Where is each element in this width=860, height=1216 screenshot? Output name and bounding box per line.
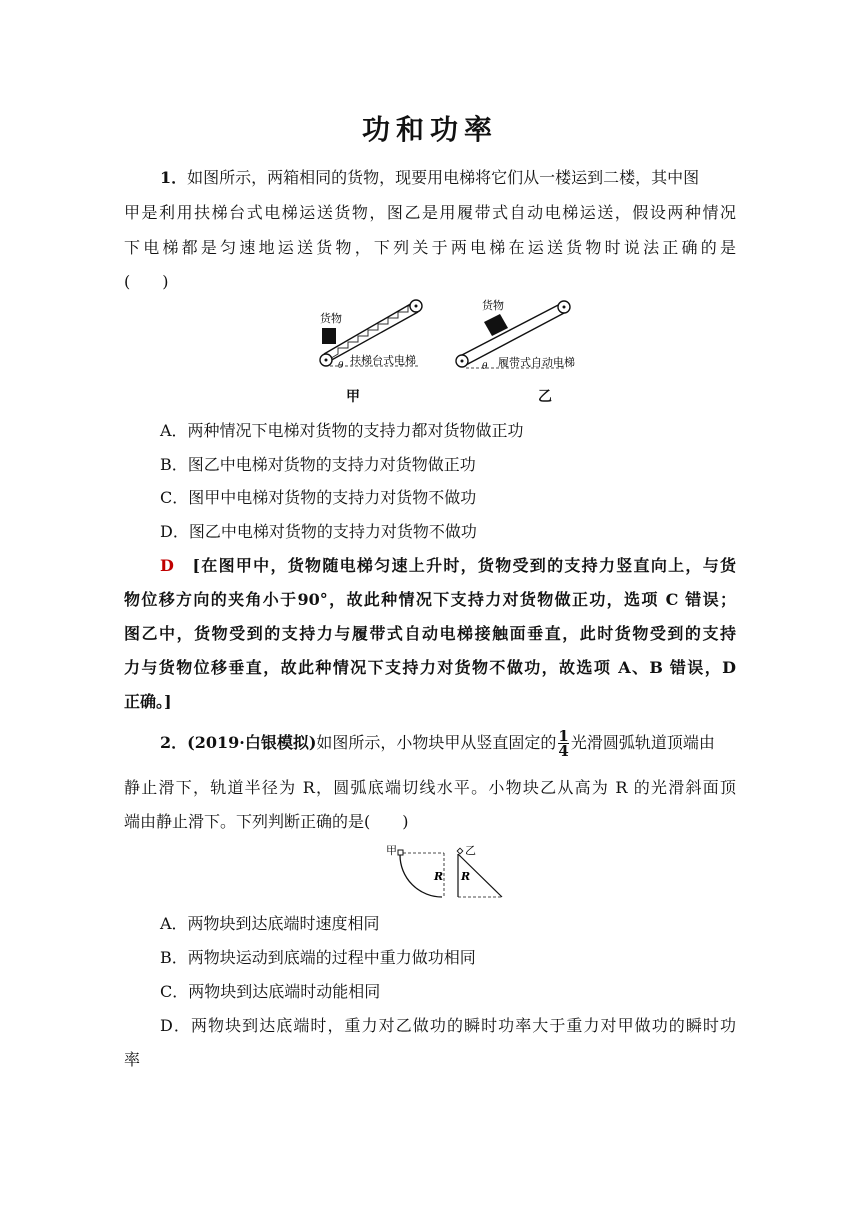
fig1-left-escalator-label: 扶梯台式电梯 <box>350 354 416 367</box>
q1-answer-line-1: D [在图甲中，货物随电梯匀速上升时，货物受到的支持力竖直向上，与货 <box>160 556 736 575</box>
q1-option-b: B．图乙中电梯对货物的支持力对货物做正功 <box>160 455 476 474</box>
fig1-left-cargo-label: 货物 <box>320 312 342 325</box>
q1-answer-line-4: 力与货物位移垂直，故此种情况下支持力对货物不做功，故选项 A、B 错误，D <box>124 658 736 677</box>
q2-option-c: C．两物块到达底端时动能相同 <box>160 982 381 1001</box>
q1-answer-line-3: 图乙中，货物受到的支持力与履带式自动电梯接触面垂直，此时货物受到的支持 <box>124 624 736 643</box>
q2-option-d-line-1: D．两物块到达底端时，重力对乙做功的瞬时功率大于重力对甲做功的瞬时功 <box>160 1016 736 1035</box>
q1-answer-line-5: 正确。] <box>124 692 172 711</box>
q1-line-3: 下电梯都是匀速地运送货物，下列关于两电梯在运送货物时说法正确的是 <box>124 238 736 257</box>
q1-figure-right <box>452 296 592 376</box>
q1-line-2: 甲是利用扶梯台式电梯运送货物，图乙是用履带式自动电梯运送，假设两种情况 <box>124 203 736 222</box>
fig1-caption-left: 甲 <box>346 389 360 405</box>
fig2-radius-2: R <box>461 870 471 883</box>
fig2-radius-1: R <box>434 870 444 883</box>
page-title: 功和功率 <box>361 113 498 146</box>
q1-option-c: C．图甲中电梯对货物的支持力对货物不做功 <box>160 488 477 507</box>
q1-option-d: D．图乙中电梯对货物的支持力对货物不做功 <box>160 522 477 541</box>
fig1-right-cargo-label: 货物 <box>482 299 504 312</box>
fig1-right-angle: θ <box>482 362 488 372</box>
q1-option-a: A．两种情况下电梯对货物的支持力都对货物做正功 <box>160 421 524 440</box>
q1-line-4: ( ) <box>124 272 169 291</box>
fig1-caption-right: 乙 <box>538 389 552 405</box>
fig1-left-angle: θ <box>338 361 344 371</box>
answer-letter: D <box>160 556 174 575</box>
q1-figure-left <box>314 296 434 376</box>
q2-figure <box>384 842 508 904</box>
q2-option-b: B．两物块运动到底端的过程中重力做功相同 <box>160 948 476 967</box>
q2-line-3: 端由静止滑下。下列判断正确的是( ) <box>124 812 409 831</box>
q2-option-d-line-2: 率 <box>124 1050 141 1069</box>
q2-line-2: 静止滑下，轨道半径为 R，圆弧底端切线水平。小物块乙从高为 R 的光滑斜面顶 <box>124 778 736 797</box>
q1-number: 1． <box>160 168 188 187</box>
fig2-label-jia: 甲 <box>386 844 397 857</box>
fig2-label-yi: 乙 <box>465 844 476 857</box>
fig1-right-escalator-label: 履带式自动电梯 <box>498 356 575 369</box>
q1-line-1: 1．如图所示，两箱相同的货物，现要用电梯将它们从一楼运到二楼，其中图 <box>160 168 700 187</box>
q2-fraction: $\frac{1}{4}$ <box>558 727 569 760</box>
q1-answer-line-2: 物位移方向的夹角小于90°，故此种情况下支持力对货物做正功，选项 C 错误； <box>124 590 736 609</box>
q2-line-1: 2．(2019·白银模拟)如图所示，小物块甲从竖直固定的 $\frac{1}{4}$ 光滑圆弧轨道顶端由 <box>160 727 715 760</box>
q2-option-a: A．两物块到达底端时速度相同 <box>160 914 380 933</box>
q2-number: 2． <box>160 733 188 752</box>
q2-source: (2019·白银模拟) <box>187 733 317 752</box>
